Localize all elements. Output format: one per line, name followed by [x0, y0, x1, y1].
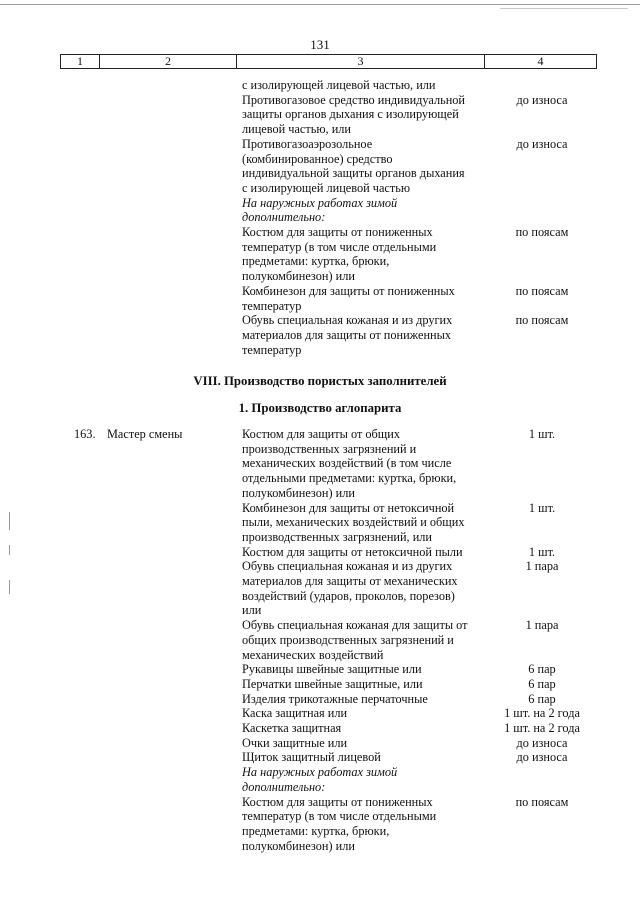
- description-line: На наружных работах зимой: [242, 195, 398, 210]
- section-title: VIII. Производство пористых заполнителей: [193, 374, 447, 388]
- description-line: Костюм для защиты от пониженных: [242, 225, 433, 239]
- description-line: с изолирующей лицевой частью, или: [242, 78, 436, 92]
- description-line: дополнительно:: [242, 779, 326, 794]
- item-norm: 1 шт. на 2 года: [504, 721, 580, 735]
- item-norm: до износа: [516, 735, 568, 750]
- item-norm: 1 шт.: [528, 544, 556, 559]
- description-line: Костюм для защиты от нетоксичной пыли: [242, 544, 463, 559]
- scan-margin-mark: [9, 545, 10, 555]
- description-line: Обувь специальная кожаная для защиты от: [242, 618, 468, 633]
- description-line: Противогазовое средство индивидуальной: [242, 92, 466, 107]
- description-line: полукомбинезон) или: [242, 485, 355, 500]
- description-line: Изделия трикотажные перчаточные: [242, 691, 428, 706]
- description-line: Обувь специальная кожаная и из других: [242, 313, 453, 328]
- item-norm: до износа: [516, 136, 568, 151]
- item-norm: 6 пар: [528, 691, 556, 706]
- item-description: [242, 795, 484, 854]
- description-line: полукомбинезон) или: [242, 269, 355, 284]
- item-norm: 1 шт.: [528, 500, 556, 515]
- item-norm: 1 шт. на 2 года: [504, 706, 580, 721]
- item-norm: по поясам: [515, 313, 569, 328]
- description-line: Комбинезон для защиты от пониженных: [242, 283, 455, 298]
- item-norm: по поясам: [515, 283, 569, 298]
- item-description: [242, 706, 484, 721]
- item-description: [242, 721, 484, 736]
- item-description: [242, 677, 484, 692]
- description-line: Щиток защитный лицевой: [242, 750, 381, 765]
- item-description: [242, 692, 484, 707]
- description-line: Костюм для защиты от пониженных: [242, 794, 433, 809]
- scan-top-border-secondary: [500, 8, 628, 9]
- item-description: [242, 662, 484, 677]
- description-line: индивидуальной защиты органов дыхания: [242, 166, 465, 181]
- item-description: [242, 78, 484, 137]
- item-description: [242, 618, 484, 662]
- description-line: механических воздействий: [242, 647, 384, 662]
- description-line: пыли, механических воздействий и общих: [242, 515, 465, 530]
- description-line: дополнительно:: [242, 210, 326, 225]
- item-description: [242, 196, 484, 225]
- description-line: производственных загрязнений и: [242, 441, 417, 456]
- column-header-1: 1: [61, 55, 100, 68]
- page-number: 131: [310, 37, 330, 52]
- item-norm: до износа: [516, 92, 568, 107]
- description-line: Обувь специальная кожаная и из других: [242, 559, 453, 574]
- description-line: или: [242, 603, 262, 618]
- row-profession: Мастер смены: [107, 427, 183, 441]
- item-description: [242, 765, 484, 794]
- item-norm: до износа: [516, 750, 568, 765]
- table-header-row: [60, 54, 597, 69]
- description-line: отдельными предметами: куртка, брюки,: [242, 471, 457, 486]
- item-description: [242, 427, 484, 501]
- description-line: температур: [242, 342, 302, 357]
- scan-top-border: [0, 4, 640, 5]
- item-description: [242, 559, 484, 618]
- item-description: [242, 750, 484, 765]
- item-description: [242, 545, 484, 560]
- row-number: 163.: [74, 427, 96, 441]
- subsection-title: 1. Производство аглопарита: [238, 401, 402, 415]
- description-line: материалов для защиты от механических: [242, 574, 458, 588]
- item-description: [242, 313, 484, 357]
- description-line: температур: [242, 298, 302, 313]
- description-line: с изолирующей лицевой частью: [242, 180, 411, 195]
- description-line: Очки защитные или: [242, 735, 348, 750]
- description-line: полукомбинезон) или: [242, 838, 355, 853]
- item-description: [242, 284, 484, 313]
- scan-margin-mark: [9, 512, 10, 530]
- item-norm: 1 шт.: [528, 427, 556, 441]
- description-line: Каскетка защитная: [242, 721, 342, 735]
- description-line: предметами: куртка, брюки,: [242, 823, 390, 838]
- column-header-3: 3: [237, 55, 485, 68]
- item-description: [242, 137, 484, 196]
- description-line: лицевой частью, или: [242, 122, 351, 137]
- item-norm: 6 пар: [528, 662, 556, 677]
- description-line: Каска защитная или: [242, 706, 348, 721]
- description-line: предметами: куртка, брюки,: [242, 254, 390, 269]
- item-norm: 1 пара: [525, 559, 559, 574]
- item-description: [242, 225, 484, 284]
- description-line: (комбинированное) средство: [242, 151, 393, 166]
- item-description: [242, 736, 484, 751]
- column-header-4: 4: [537, 54, 544, 68]
- description-line: защиты органов дыхания с изолирующей: [242, 107, 459, 122]
- description-line: Противогазоаэрозольное: [242, 136, 373, 151]
- item-norm: по поясам: [515, 794, 569, 809]
- item-norm: по поясам: [515, 225, 569, 239]
- description-line: На наружных работах зимой: [242, 765, 398, 780]
- item-norm: 1 пара: [525, 618, 559, 633]
- description-line: температур (в том числе отдельными: [242, 809, 437, 824]
- column-header-2: 2: [100, 55, 237, 68]
- description-line: Рукавицы швейные защитные или: [242, 662, 422, 677]
- description-line: Костюм для защиты от общих: [242, 427, 400, 441]
- description-line: общих производственных загрязнений и: [242, 632, 454, 647]
- description-line: температур (в том числе отдельными: [242, 239, 437, 254]
- item-description: [242, 501, 484, 545]
- scan-margin-mark: [9, 580, 10, 594]
- description-line: Перчатки швейные защитные, или: [242, 676, 423, 691]
- description-line: Комбинезон для защиты от нетоксичной: [242, 500, 455, 515]
- description-line: материалов для защиты от пониженных: [242, 327, 452, 342]
- item-norm: 6 пар: [528, 676, 556, 691]
- description-line: воздействий (ударов, проколов, порезов): [242, 588, 455, 603]
- description-line: производственных загрязнений, или: [242, 529, 433, 544]
- description-line: механических воздействий (в том числе: [242, 456, 452, 471]
